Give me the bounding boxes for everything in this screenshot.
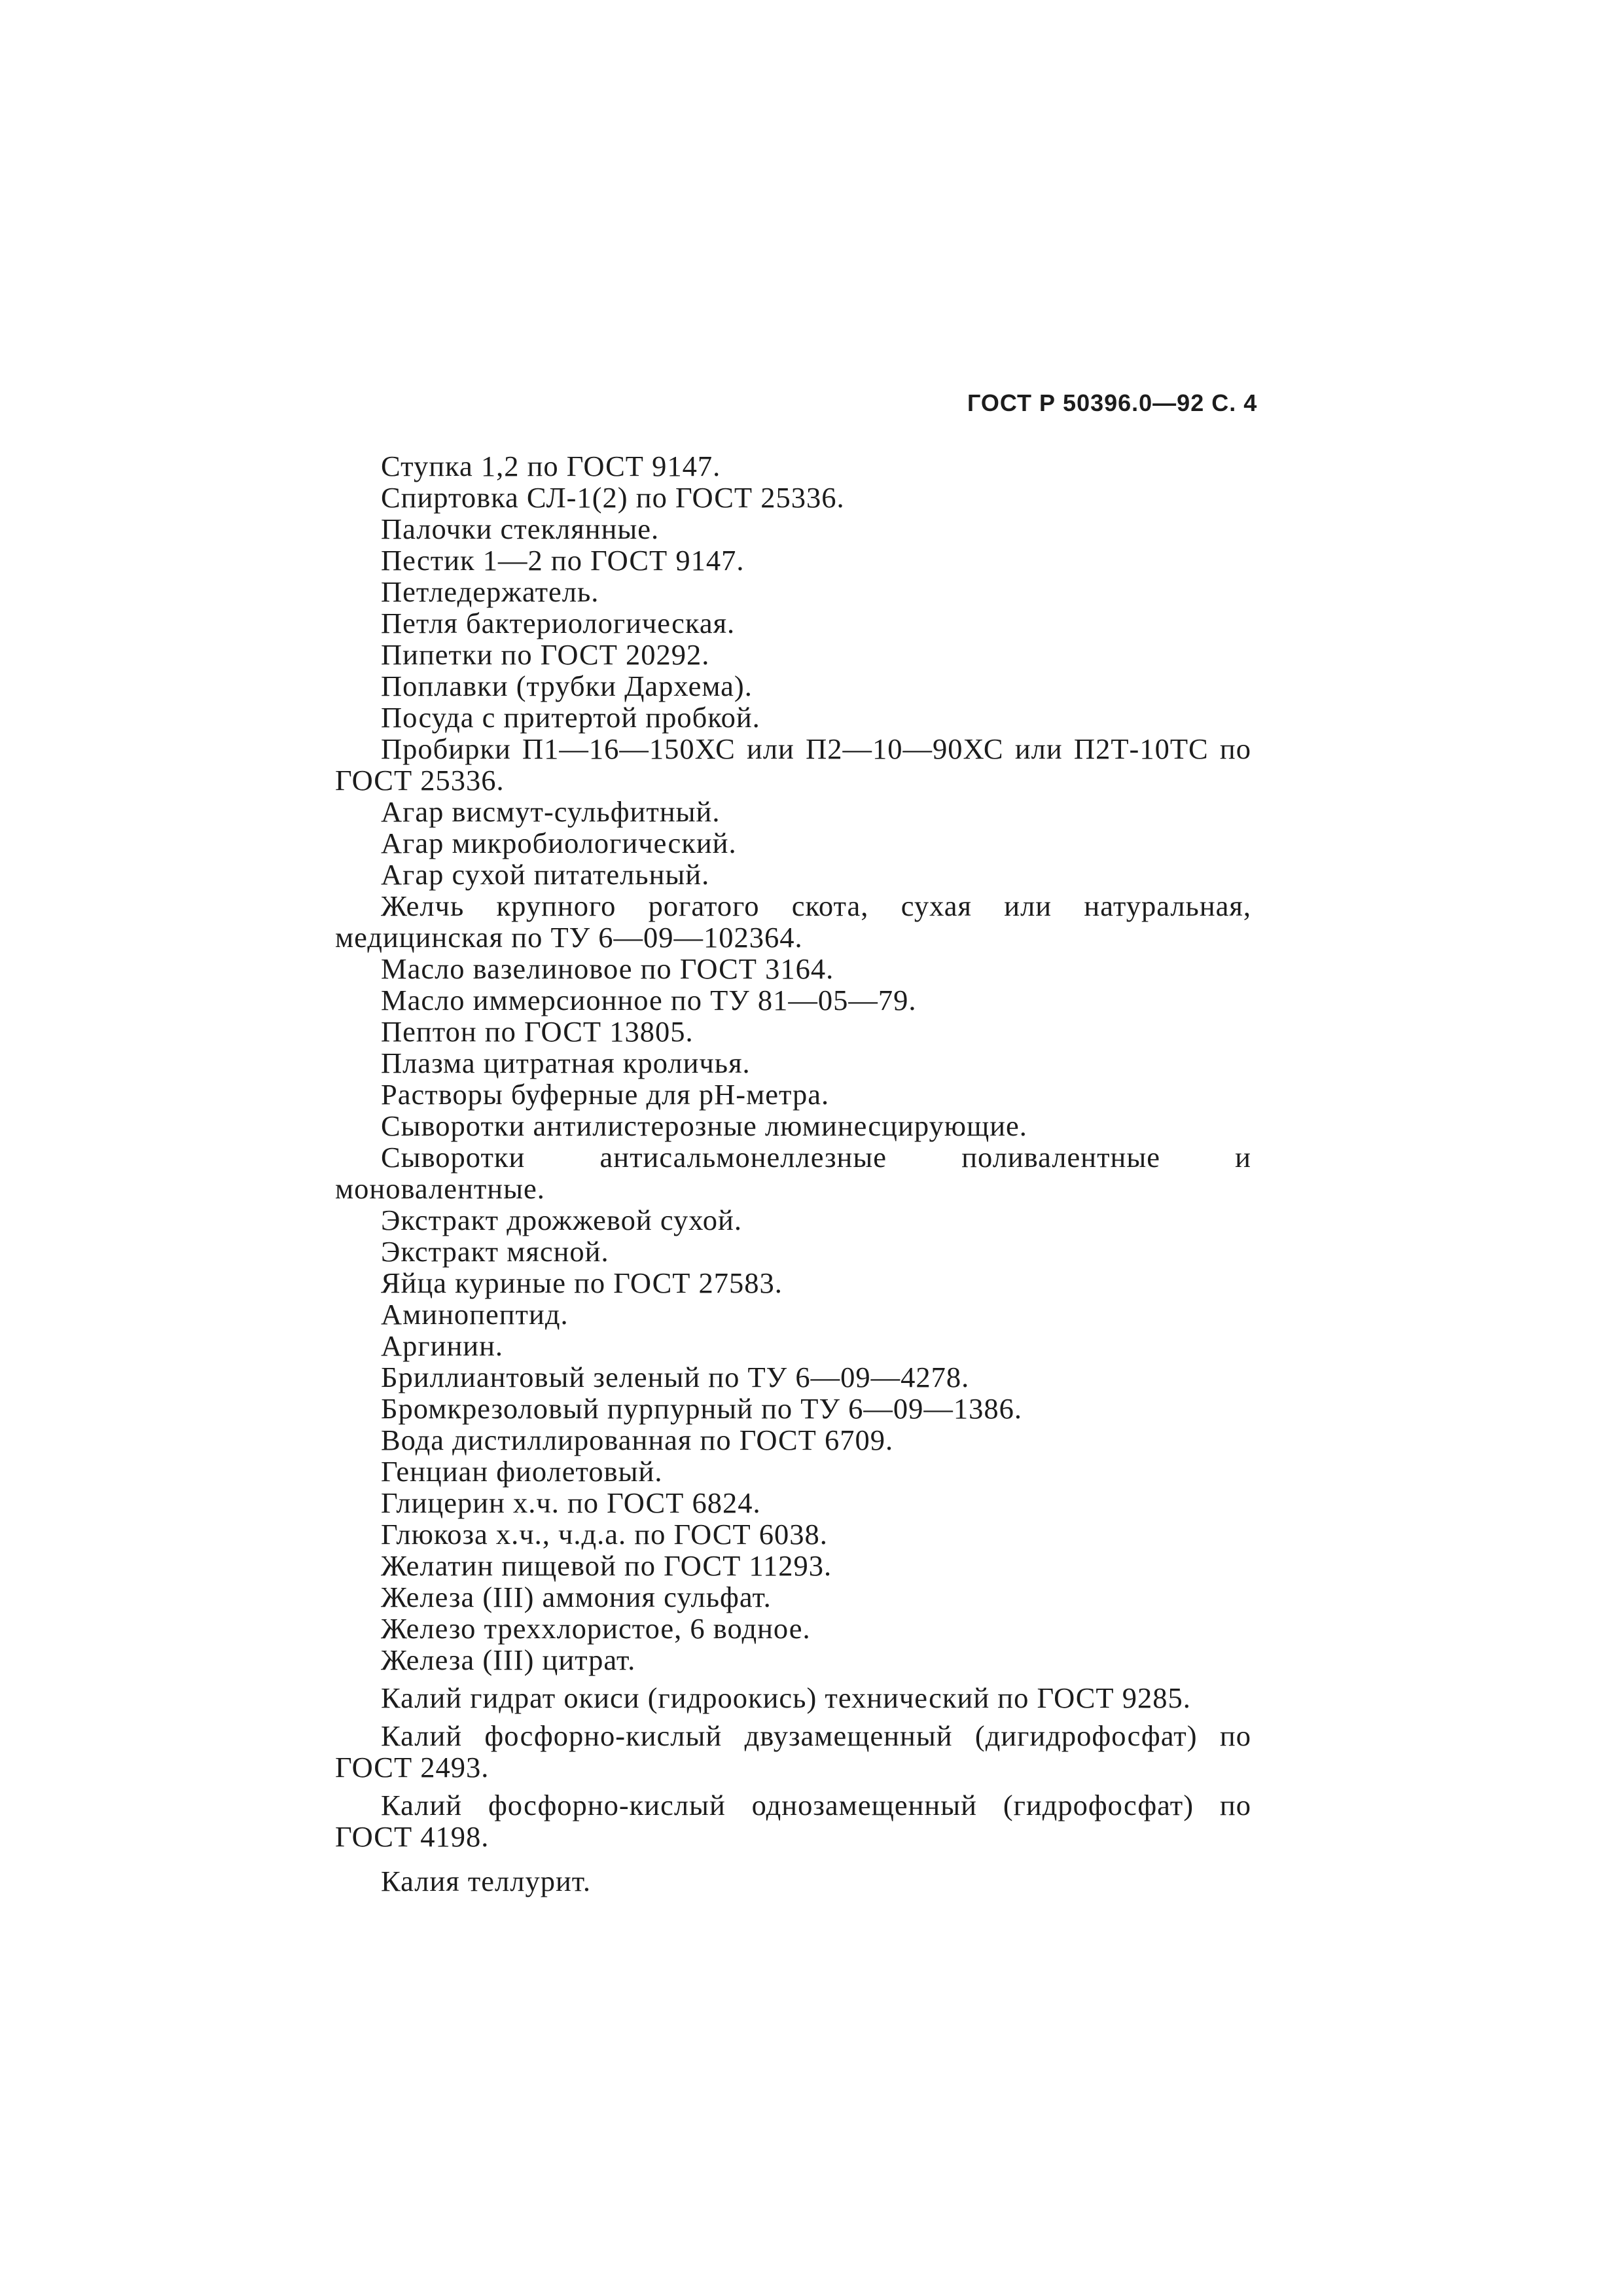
list-item: Яйца куриные по ГОСТ 27583. <box>381 1266 783 1299</box>
list-item: Экстракт мясной. <box>381 1235 609 1268</box>
list-item: Петледержатель. <box>381 575 599 608</box>
list-item: Масло вазелиновое по ГОСТ 3164. <box>381 952 834 985</box>
list-item: Вода дистиллированная по ГОСТ 6709. <box>381 1424 894 1456</box>
list-item: Железа (III) цитрат. <box>381 1643 636 1676</box>
list-item: Калий фосфорно-кислый двузамещенный (дигидрофосфат) по ГОСТ 2493. <box>335 1719 1251 1784</box>
materials-list <box>335 450 1251 1897</box>
list-item: Петля бактериологическая. <box>381 607 736 639</box>
list-item: Ступка 1,2 по ГОСТ 9147. <box>381 450 721 482</box>
page-header: ГОСТ Р 50396.0—92 С. 4 <box>967 389 1258 416</box>
list-item: Пробирки П1—16—150ХС или П2—10—90ХС или П2Т-10ТС по ГОСТ 25336. <box>335 732 1251 797</box>
list-item: Растворы буферные для рН-метра. <box>381 1078 830 1111</box>
list-item: Агар висмут-сульфитный. <box>381 795 721 828</box>
list-item: Калий гидрат окиси (гидроокись) технический по ГОСТ 9285. <box>381 1681 1191 1714</box>
list-item: Поплавки (трубки Дархема). <box>381 670 753 702</box>
list-item: Аминопептид. <box>381 1298 569 1331</box>
list-item: Глюкоза х.ч., ч.д.а. по ГОСТ 6038. <box>381 1518 828 1551</box>
list-item: Палочки стеклянные. <box>381 512 660 545</box>
list-item: Сыворотки антисальмонеллезные поливалентные и моновалентные. <box>335 1141 1251 1205</box>
list-item: Калий фосфорно-кислый однозамещенный (гидрофосфат) по ГОСТ 4198. <box>335 1789 1251 1853</box>
list-item: Масло иммерсионное по ТУ 81—05—79. <box>381 984 917 1016</box>
list-item: Бриллиантовый зеленый по ТУ 6—09—4278. <box>381 1361 970 1393</box>
list-item: Спиртовка СЛ-1(2) по ГОСТ 25336. <box>381 481 845 514</box>
list-item: Агар микробиологический. <box>381 827 737 859</box>
list-item: Желчь крупного рогатого скота, сухая или натуральная, медицинская по ТУ 6—09—102364. <box>335 889 1251 954</box>
list-item: Железа (III) аммония сульфат. <box>381 1581 772 1613</box>
list-item: Агар сухой питательный. <box>381 858 710 891</box>
list-item: Генциан фиолетовый. <box>381 1455 663 1488</box>
list-item: Железо треххлористое, 6 водное. <box>381 1612 811 1645</box>
list-item: Аргинин. <box>381 1329 504 1362</box>
list-item: Плазма цитратная кроличья. <box>381 1047 751 1079</box>
list-item: Пестик 1—2 по ГОСТ 9147. <box>381 544 745 577</box>
list-item: Калия теллурит. <box>381 1865 592 1897</box>
list-item: Желатин пищевой по ГОСТ 11293. <box>381 1549 832 1582</box>
list-item: Сыворотки антилистерозные люминесцирующие. <box>381 1109 1027 1142</box>
list-item: Посуда с притертой пробкой. <box>381 701 760 734</box>
list-item: Пипетки по ГОСТ 20292. <box>381 638 710 671</box>
list-item: Бромкрезоловый пурпурный по ТУ 6—09—1386. <box>381 1392 1022 1425</box>
list-item: Пептон по ГОСТ 13805. <box>381 1015 694 1048</box>
list-item: Экстракт дрожжевой сухой. <box>381 1204 742 1236</box>
list-item: Глицерин х.ч. по ГОСТ 6824. <box>381 1486 761 1519</box>
